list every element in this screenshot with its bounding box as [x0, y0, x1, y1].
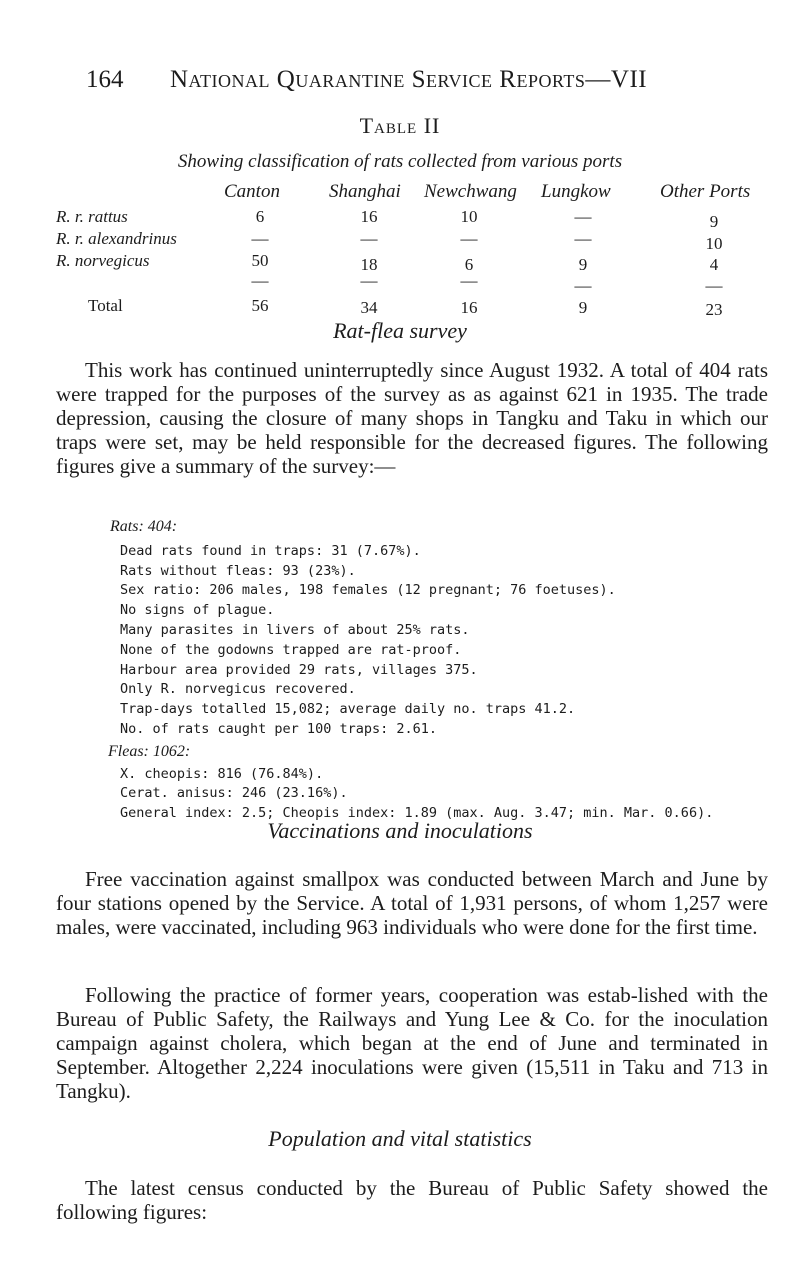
table-cell: 9: [578, 298, 588, 317]
list-item: Harbour area provided 29 rats, villages 375.: [120, 661, 478, 678]
table-cell: 4: [709, 255, 719, 274]
table-rule: —: [360, 271, 378, 290]
table-cell: 56: [251, 296, 269, 315]
survey-summary: [108, 517, 780, 824]
list-item: Trap-days totalled 15,082; average daily no. traps 41.2.: [120, 701, 576, 718]
table-cell: 50: [251, 251, 269, 270]
table-cell: 10: [705, 234, 723, 253]
list-item: No signs of plague.: [120, 602, 275, 619]
table-rule: —: [251, 271, 269, 290]
row-label: R. r. rattus: [56, 207, 128, 226]
section-title-vaccinations: Vaccinations and inoculations: [267, 818, 533, 843]
list-item: Many parasites in livers of about 25% rats.: [120, 621, 470, 638]
row-label: R. norvegicus: [56, 251, 150, 270]
column-header-other-ports: Other Ports: [660, 181, 751, 202]
table-cell: 16: [460, 298, 478, 317]
table-cell: —: [251, 229, 269, 248]
table-cell: 10: [460, 207, 478, 226]
list-item: None of the godowns trapped are rat-proof.: [120, 641, 462, 658]
table-cell: —: [574, 207, 592, 226]
table-cell: 9: [578, 255, 588, 274]
rat-flea-paragraph: [56, 358, 768, 478]
list-item: X. cheopis: 816 (76.84%).: [120, 765, 324, 782]
table-cell: 18: [360, 255, 378, 274]
list-item: General index: 2.5; Cheopis index: 1.89 (max. Aug. 3.47; min. Mar. 0.66).: [120, 805, 714, 822]
table-cell: —: [574, 229, 592, 248]
table-cell: 34: [360, 298, 378, 317]
table-rule: —: [705, 276, 723, 295]
table-cell: —: [460, 229, 478, 248]
table-caption: Showing classification of rats collected from various ports: [177, 151, 623, 172]
column-header-newchwang: Newchwang: [424, 181, 517, 202]
paragraph-text: Free vaccination against smallpox was conducted between March and June by four stations opened by the Service. A total of 1,931 persons, of whom 1,257 were males, were vaccinated, including 963 individuals who were done for the first time.: [56, 867, 768, 939]
table-cell: 6: [255, 207, 265, 226]
fleas-heading: Fleas: 1062:: [108, 742, 191, 760]
table-cell: 23: [705, 300, 723, 319]
column-header-lungkow: Lungkow: [541, 181, 611, 202]
list-item: Dead rats found in traps: 31 (7.67%).: [120, 542, 421, 559]
page-number: 164: [86, 66, 124, 93]
column-header-canton: Canton: [224, 181, 280, 202]
table-cell: 6: [464, 255, 474, 274]
table-cell: —: [360, 229, 378, 248]
list-item: Only R. norvegicus recovered.: [120, 681, 356, 698]
list-item: Cerat. anisus: 246 (23.16%).: [120, 785, 348, 802]
vaccination-paragraph: [56, 867, 768, 939]
table-cell: 9: [709, 212, 719, 231]
table-rule: —: [574, 276, 592, 295]
running-title: National Quarantine Service Reports—VII: [170, 66, 648, 93]
paragraph-text: The latest census conducted by the Bureau of Public Safety showed the following figures:: [56, 1176, 768, 1224]
section-title-rat-flea: Rat-flea survey: [333, 318, 467, 343]
table-rule: —: [460, 271, 478, 290]
list-item: Rats without fleas: 93 (23%).: [120, 562, 356, 579]
section-title-population: Population and vital statistics: [268, 1126, 532, 1151]
row-label: R. r. alexandrinus: [56, 229, 177, 248]
population-paragraph: [56, 1176, 768, 1224]
table-title: Table II: [359, 113, 441, 138]
column-header-shanghai: Shanghai: [329, 181, 401, 202]
list-item: Sex ratio: 206 males, 198 females (12 pregnant; 76 foetuses).: [120, 582, 616, 599]
list-item: No. of rats caught per 100 traps: 2.61.: [120, 720, 437, 737]
rats-heading: Rats: 404:: [110, 518, 178, 535]
table-cell: 16: [360, 207, 378, 226]
total-row-label: Total: [88, 296, 123, 315]
inoculation-paragraph: [56, 983, 768, 1103]
paragraph-text: Following the practice of former years, cooperation was estab-lished with the Bureau of Public Safety, the Railways and Yung Lee & Co. for the inoculation campaign against cholera, which began at the end of June and terminated in September. Altogether 2,224 inoculations were given (15,511 in Taku and 713 in Tangku).: [56, 983, 768, 1103]
paragraph-text: This work has continued uninterruptedly since August 1932. A total of 404 rats were trapped for the purposes of the survey as as against 621 in 1935. The trade depression, causing the closure of many shops in Tangku and Taku in which our traps were set, may be held responsible for the decreased figures. The following figures give a summary of the survey:—: [56, 358, 768, 478]
